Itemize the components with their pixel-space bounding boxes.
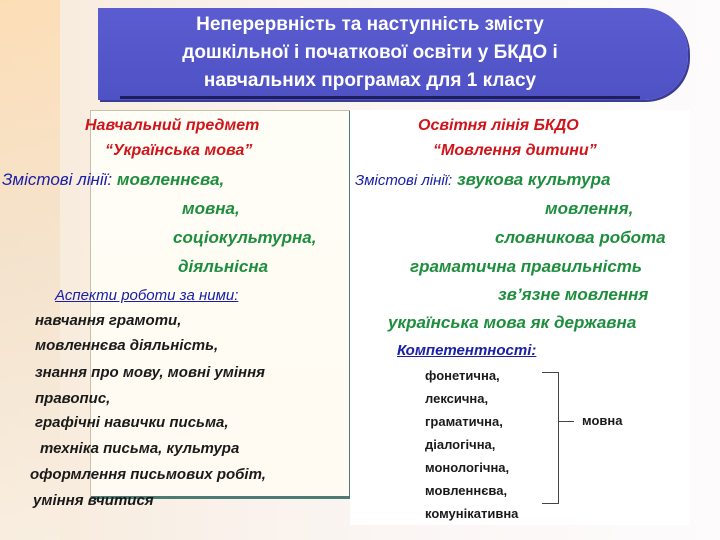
- aspect-item: знання про мову, мовні уміння: [35, 364, 265, 381]
- aspects-heading: Аспекти роботи за ними:: [55, 287, 239, 304]
- content-lines-label: Змістові лінії:: [2, 170, 113, 189]
- content-line-item: звукова культура: [456, 170, 611, 189]
- group-label: мовна: [582, 413, 623, 428]
- title-line-1: Неперервність та наступність змісту: [196, 14, 544, 35]
- aspect-item: правопис,: [35, 390, 111, 407]
- title-line-3: навчальних програмах для 1 класу: [203, 70, 537, 91]
- subject-heading-2: “Українська мова”: [105, 142, 253, 159]
- content-lines-row: [355, 170, 610, 190]
- content-line-item: словникова робота: [495, 228, 666, 247]
- competency-item: лексична,: [425, 391, 489, 406]
- group-bracket: [542, 372, 559, 504]
- aspect-item: уміння вчитися: [33, 492, 154, 509]
- title-line-2: дошкільної і початкової освіти у БКДО і: [182, 42, 558, 63]
- aspect-item: навчання грамоти,: [35, 312, 182, 329]
- title-underline: [120, 96, 640, 99]
- content-line-item: мовна,: [182, 199, 240, 218]
- competencies-heading: Компетентності:: [397, 342, 537, 359]
- line-heading-2: “Мовлення дитини”: [433, 142, 597, 159]
- content-line-item: зв’язне мовлення: [498, 285, 649, 304]
- competency-item: монологічна,: [425, 460, 510, 475]
- aspect-item: графічні навички письма,: [35, 414, 229, 431]
- background-accent: [0, 0, 60, 540]
- content-line-item: мовлення,: [545, 199, 634, 218]
- content-line-item: граматична правильність: [410, 257, 642, 276]
- content-lines-row: [2, 170, 224, 190]
- competency-item: діалогічна,: [425, 437, 496, 452]
- aspect-item: мовленнєва діяльність,: [35, 337, 219, 354]
- competency-item: граматична,: [425, 414, 503, 429]
- group-bracket-tick: [558, 421, 574, 422]
- subject-heading-1: Навчальний предмет: [85, 117, 260, 134]
- line-heading-1: Освітня лінія БКДО: [418, 117, 579, 134]
- aspect-item: техніка письма, культура: [40, 440, 240, 457]
- content-line-item: соціокультурна,: [173, 228, 317, 247]
- competency-item: фонетична,: [425, 368, 500, 383]
- competency-item: мовленнєва,: [425, 483, 508, 498]
- content-lines-label: Змістові лінії:: [355, 172, 453, 189]
- content-line-item: мовленнєва,: [116, 170, 225, 189]
- aspect-item: оформлення письмових робіт,: [30, 466, 266, 483]
- content-line-item: українська мова як державна: [388, 313, 637, 332]
- competency-item: комунікативна: [425, 506, 519, 521]
- content-line-item: діяльнісна: [178, 257, 269, 276]
